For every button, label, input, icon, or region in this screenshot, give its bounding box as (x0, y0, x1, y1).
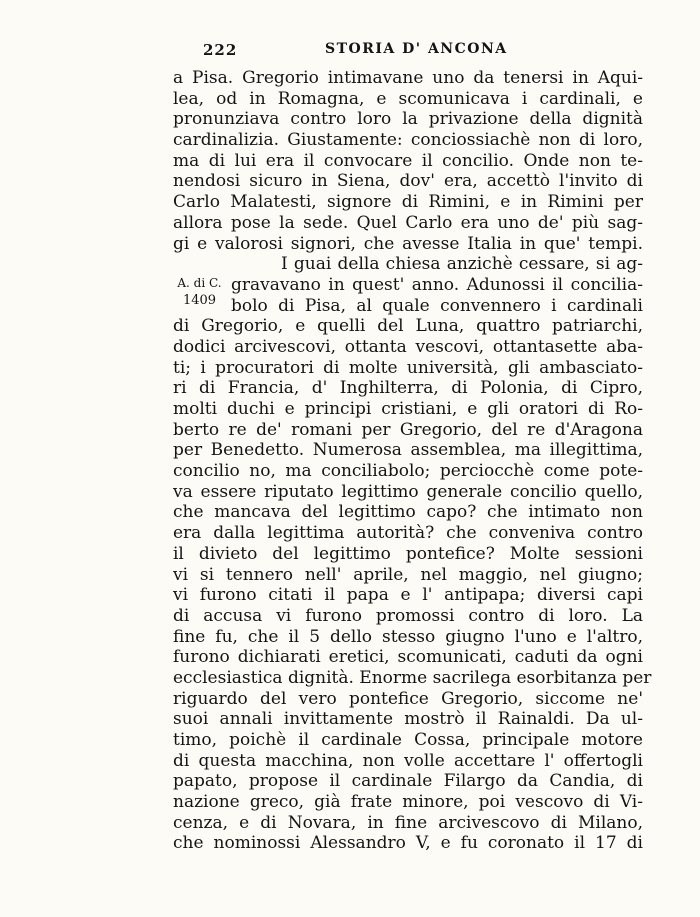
text-line: timo, poichè il cardinale Cossa, principale motore (173, 730, 643, 750)
text-line: di questa macchina, non volle accettare l' offertogli (173, 750, 643, 771)
text-line: va essere riputato legittimo generale concilio quello, (173, 481, 643, 502)
text-line: suoi annali invittamente mostrò il Rainaldi. Da ul- (173, 709, 643, 730)
text-line: era dalla legittima autorità? che conveniva contro (173, 523, 643, 544)
text-line: riguardo del vero pontefice Gregorio, siccome ne' (173, 688, 643, 709)
text-line: cardinalizia. Giustamente: conciossiachè non di loro, (173, 130, 643, 151)
margin-note-year: 1409 (182, 293, 217, 308)
margin-note-label: A. di C. (177, 276, 222, 290)
text-line: ri di Francia, d' Inghilterra, di Polonia, di Cipro, (173, 378, 643, 399)
text-line: bolo di Pisa, al quale convennero i cardinali (231, 295, 643, 316)
page-number: 222 (203, 41, 238, 59)
text-line: di accusa vi furono promossi contro di loro. La (173, 605, 643, 626)
text-line: lea, od in Romagna, e scomunicava i cardinali, e (173, 88, 643, 109)
text-line: vi furono citati il papa e l' antipapa; diversi capi (173, 585, 643, 606)
text-line: nendosi sicuro in Siena, dov' era, accettò l'invito di (173, 171, 643, 192)
text-line: dodici arcivescovi, ottanta vescovi, ottantasette aba- (173, 336, 643, 357)
text-line: che nominossi Alessandro V, e fu coronato il 17 di (173, 833, 643, 854)
text-line: nazione greco, già frate minore, poi vescovo di Vi- (173, 792, 643, 813)
text-line: allora pose la sede. Quel Carlo era uno de' più sag- (173, 212, 643, 233)
text-line: a Pisa. Gregorio intimavane uno da tenersi in Aqui- (173, 68, 643, 88)
paragraph-start-line: I guai della chiesa anzichè cessare, si ag- (281, 254, 643, 275)
text-line: Carlo Malatesti, signore di Rimini, e in Rimini per (173, 192, 643, 213)
text-line: gi e valorosi signori, che avesse Italia in que' tempi. (173, 233, 643, 254)
text-line: cenza, e di Novara, in fine arcivescovo di Milano, (173, 812, 643, 833)
text-line: ma di lui era il convocare il concilio. Onde non te- (173, 150, 643, 171)
text-line: furono dichiarati eretici, scomunicati, caduti da ogni (173, 647, 643, 668)
text-line: vi si tennero nell' aprile, nel maggio, nel giugno; (173, 564, 643, 585)
text-line: ti; i procuratori di molte università, gli ambasciato- (173, 357, 643, 378)
text-line: fine fu, che il 5 dello stesso giugno l'uno e l'altro, (173, 626, 643, 647)
text-line: concilio no, ma conciliabolo; perciocchè come pote- (173, 461, 643, 482)
text-line: gravavano in quest' anno. Adunossi il concilia- (231, 274, 643, 295)
page-header (0, 41, 700, 63)
body-text (173, 68, 652, 854)
text-line: per Benedetto. Numerosa assemblea, ma illegittima, (173, 440, 643, 461)
running-title: STORIA D' ANCONA (325, 41, 508, 57)
text-line: papato, propose il cardinale Filargo da Candia, di (173, 771, 643, 792)
text-line: di Gregorio, e quelli del Luna, quattro patriarchi, (173, 316, 643, 337)
text-line: il divieto del legittimo pontefice? Molte sessioni (173, 543, 643, 564)
text-line: molti duchi e principi cristiani, e gli oratori di Ro- (173, 399, 643, 419)
text-line: che mancava del legittimo capo? che intimato non (173, 502, 643, 523)
text-line: ecclesiastica dignità. Enorme sacrilega esorbitanza per (173, 667, 652, 688)
text-line: berto re de' romani per Gregorio, del re d'Aragona (173, 419, 643, 440)
text-line: pronunziava contro loro la privazione della dignità (173, 109, 643, 130)
